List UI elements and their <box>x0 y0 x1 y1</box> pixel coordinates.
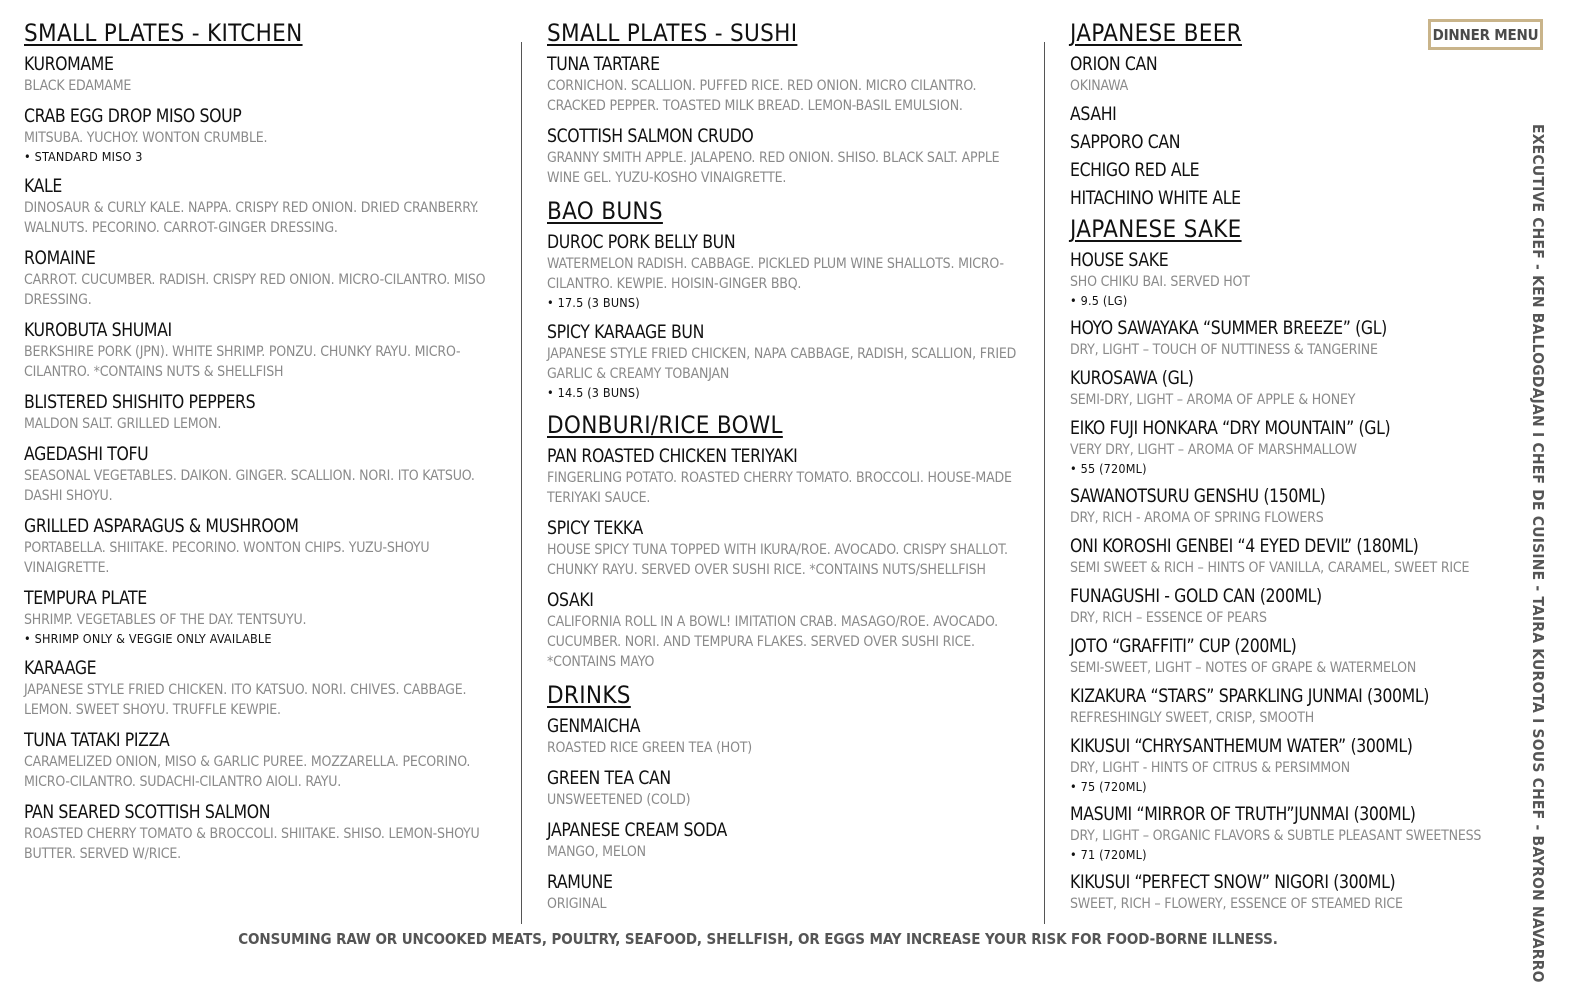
menu-item-name: PAN ROASTED CHICKEN TERIYAKI <box>547 445 798 467</box>
column-divider-2 <box>1044 42 1045 924</box>
menu-item <box>547 714 1017 758</box>
menu-item-price-note: • SHRIMP ONLY & VEGGIE ONLY AVAILABLE <box>24 631 272 646</box>
menu-item <box>547 52 1017 116</box>
menu-item <box>547 588 1017 672</box>
menu-item-description: CARROT. CUCUMBER. RADISH. CRISPY RED ONION. MICRO-CILANTRO. MISO DRESSING. <box>24 272 486 308</box>
menu-item-description: DRY, LIGHT – ORGANIC FLAVORS & SUBTLE PLEASANT SWEETNESS <box>1070 828 1482 844</box>
food-safety-warning: CONSUMING RAW OR UNCOOKED MEATS, POULTRY, SEAFOOD, SHELLFISH, OR EGGS MAY INCREASE YOUR RISK FOR FOOD-BORNE ILLNESS. <box>238 930 1278 948</box>
menu-item-name: FUNAGUSHI - GOLD CAN (200ML) <box>1070 585 1322 607</box>
menu-item-price-note: • 9.5 (LG) <box>1070 293 1128 308</box>
menu-item-description: JAPANESE STYLE FRIED CHICKEN, NAPA CABBAGE, RADISH, SCALLION, FRIED GARLIC & CREAMY TOBANJAN <box>547 346 1017 382</box>
menu-item <box>1070 870 1510 914</box>
menu-item-description: ROASTED CHERRY TOMATO & BROCCOLI. SHIITAKE. SHISO. LEMON-SHOYU BUTTER. SERVED W/RICE. <box>24 826 480 862</box>
menu-section-japanese-sake <box>1070 214 1510 914</box>
menu-item-name: GREEN TEA CAN <box>547 767 671 789</box>
menu-item <box>24 728 494 792</box>
menu-item-description: UNSWEETENED (COLD) <box>547 792 691 808</box>
menu-item-name: BLISTERED SHISHITO PEPPERS <box>24 391 256 413</box>
menu-item <box>1070 484 1510 528</box>
column-divider-1 <box>521 42 522 924</box>
menu-item <box>24 174 494 238</box>
menu-item <box>24 246 494 310</box>
menu-item-description: BERKSHIRE PORK (JPN). WHITE SHRIMP. PONZU. CHUNKY RAYU. MICRO-CILANTRO. *CONTAINS NUTS & SHELLFISH <box>24 344 461 380</box>
menu-item-description: SEMI SWEET & RICH – HINTS OF VANILLA, CARAMEL, SWEET RICE <box>1070 560 1470 576</box>
menu-item <box>547 230 1017 312</box>
chefs-credit <box>1527 124 1549 983</box>
menu-item-description: CORNICHON. SCALLION. PUFFED RICE. RED ONION. MICRO CILANTRO. CRACKED PEPPER. TOASTED MILK BREAD. LEMON-BASIL EMULSION. <box>547 78 977 114</box>
menu-item-name: KALE <box>24 175 62 197</box>
menu-item-name: GRILLED ASPARAGUS & MUSHROOM <box>24 515 299 537</box>
menu-column-3 <box>1070 18 1510 920</box>
menu-item <box>1070 186 1510 210</box>
menu-item-description: SEASONAL VEGETABLES. DAIKON. GINGER. SCALLION. NORI. ITO KATSUO. DASHI SHOYU. <box>24 468 475 504</box>
menu-item <box>547 444 1017 508</box>
menu-item-name: AGEDASHI TOFU <box>24 443 149 465</box>
menu-item-description: SEMI-DRY, LIGHT – AROMA OF APPLE & HONEY <box>1070 392 1356 408</box>
menu-item-description: WATERMELON RADISH. CABBAGE. PICKLED PLUM WINE SHALLOTS. MICRO-CILANTRO. KEWPIE. HOISIN-GINGER BBQ. <box>547 256 1004 292</box>
menu-item-description: GRANNY SMITH APPLE. JALAPENO. RED ONION. SHISO. BLACK SALT. APPLE WINE GEL. YUZU-KOSHO VINAIGRETTE. <box>547 150 1000 186</box>
menu-item-price-note: • 17.5 (3 BUNS) <box>547 295 640 310</box>
menu-item-description: CARAMELIZED ONION, MISO & GARLIC PUREE. MOZZARELLA. PECORINO. MICRO-CILANTRO. SUDACHI-CILANTRO AIOLI. RAYU. <box>24 754 471 790</box>
menu-item-description: MITSUBA. YUCHOY. WONTON CRUMBLE. <box>24 130 268 146</box>
menu-item-name: KARAAGE <box>24 657 97 679</box>
menu-item <box>1070 102 1510 126</box>
menu-item-name: RAMUNE <box>547 871 613 893</box>
menu-item <box>24 390 494 434</box>
menu-item-description: DINOSAUR & CURLY KALE. NAPPA. CRISPY RED ONION. DRIED CRANBERRY. WALNUTS. PECORINO. CARROT-GINGER DRESSING. <box>24 200 479 236</box>
menu-item-name: GENMAICHA <box>547 715 641 737</box>
menu-item <box>1070 734 1510 796</box>
menu-item-name: TUNA TARTARE <box>547 53 660 75</box>
menu-item <box>1070 534 1510 578</box>
menu-item-name: JAPANESE CREAM SODA <box>547 819 727 841</box>
menu-item-description: SEMI-SWEET, LIGHT – NOTES OF GRAPE & WATERMELON <box>1070 660 1417 676</box>
menu-item-name: HOUSE SAKE <box>1070 249 1169 271</box>
menu-item <box>547 766 1017 810</box>
menu-item-name: SCOTTISH SALMON CRUDO <box>547 125 754 147</box>
menu-item <box>1070 584 1510 628</box>
menu-item-description: SWEET, RICH – FLOWERY, ESSENCE OF STEAMED RICE <box>1070 896 1403 912</box>
menu-item-name: SPICY KARAAGE BUN <box>547 321 704 343</box>
menu-item-description: HOUSE SPICY TUNA TOPPED WITH IKURA/ROE. AVOCADO. CRISPY SHALLOT. CHUNKY RAYU. SERVED OVER SUSHI RICE. *CONTAINS NUTS/SHELLFISH <box>547 542 1008 578</box>
menu-item-name: ROMAINE <box>24 247 96 269</box>
menu-item-description: DRY, RICH – ESSENCE OF PEARS <box>1070 610 1267 626</box>
menu-item <box>24 318 494 382</box>
menu-item-name: KUROSAWA (GL) <box>1070 367 1194 389</box>
dinner-menu-button[interactable]: DINNER MENU <box>1428 19 1543 50</box>
menu-item <box>1070 52 1510 96</box>
menu-item-name: SAPPORO CAN <box>1070 131 1181 153</box>
menu-item <box>547 870 1017 914</box>
section-title: JAPANESE SAKE <box>1070 215 1242 243</box>
menu-item <box>1070 684 1510 728</box>
menu-item-description: DRY, LIGHT – TOUCH OF NUTTINESS & TANGERINE <box>1070 342 1378 358</box>
menu-item-name: OSAKI <box>547 589 594 611</box>
menu-item-name: SAWANOTSURU GENSHU (150ML) <box>1070 485 1326 507</box>
menu-item <box>24 800 494 864</box>
menu-item-name: SPICY TEKKA <box>547 517 643 539</box>
menu-item-name: MASUMI “MIRROR OF TRUTH”JUNMAI (300ML) <box>1070 803 1416 825</box>
menu-item <box>547 320 1017 402</box>
menu-item-description: MALDON SALT. GRILLED LEMON. <box>24 416 222 432</box>
menu-item-description: FINGERLING POTATO. ROASTED CHERRY TOMATO. BROCCOLI. HOUSE-MADE TERIYAKI SAUCE. <box>547 470 1012 506</box>
menu-item-description: DRY, LIGHT - HINTS OF CITRUS & PERSIMMON <box>1070 760 1350 776</box>
menu-item-name: KIKUSUI “CHRYSANTHEMUM WATER” (300ML) <box>1070 735 1413 757</box>
menu-item <box>547 124 1017 188</box>
menu-item-price-note: • 71 (720ML) <box>1070 847 1147 862</box>
menu-column-2 <box>547 18 1017 922</box>
menu-item <box>1070 802 1510 864</box>
menu-item-name: HOYO SAWAYAKA “SUMMER BREEZE” (GL) <box>1070 317 1387 339</box>
menu-item-description: CALIFORNIA ROLL IN A BOWL! IMITATION CRAB. MASAGO/ROE. AVOCADO. CUCUMBER. NORI. AND TEMPURA FLAKES. SERVED OVER SUSHI RICE. *CONTAINS MAYO <box>547 614 998 670</box>
menu-item-description: VERY DRY, LIGHT – AROMA OF MARSHMALLOW <box>1070 442 1357 458</box>
menu-item <box>24 656 494 720</box>
menu-item-name: HITACHINO WHITE ALE <box>1070 187 1241 209</box>
menu-section-bao-buns <box>547 196 1017 402</box>
menu-item-description: OKINAWA <box>1070 78 1129 94</box>
menu-item <box>1070 316 1510 360</box>
section-title: JAPANESE BEER <box>1070 19 1242 47</box>
menu-item-name: KUROMAME <box>24 53 114 75</box>
menu-item-price-note: • 55 (720ML) <box>1070 461 1147 476</box>
section-title: SMALL PLATES - KITCHEN <box>24 19 303 47</box>
section-title: SMALL PLATES - SUSHI <box>547 19 798 47</box>
menu-item-price-note: • 14.5 (3 BUNS) <box>547 385 640 400</box>
chefs-credit-text: EXECUTIVE CHEF - KEN BALLOGDAJAN I CHEF DE CUISINE - TAIRA KUROTA I SOUS CHEF - BAYRON NAVARRO <box>1529 124 1547 983</box>
menu-column-1 <box>24 18 494 872</box>
menu-item-name: DUROC PORK BELLY BUN <box>547 231 736 253</box>
menu-item <box>24 442 494 506</box>
menu-item-name: KIZAKURA “STARS” SPARKLING JUNMAI (300ML) <box>1070 685 1430 707</box>
menu-item-description: REFRESHINGLY SWEET, CRISP, SMOOTH <box>1070 710 1315 726</box>
menu-item-name: TUNA TATAKI PIZZA <box>24 729 170 751</box>
menu-item-description: JAPANESE STYLE FRIED CHICKEN. ITO KATSUO. NORI. CHIVES. CABBAGE. LEMON. SWEET SHOYU. TRUFFLE KEWPIE. <box>24 682 467 718</box>
menu-item <box>1070 634 1510 678</box>
section-title: BAO BUNS <box>547 197 663 225</box>
menu-item <box>1070 416 1510 478</box>
menu-item-name: ONI KOROSHI GENBEI “4 EYED DEVIL” (180ML) <box>1070 535 1419 557</box>
menu-item-name: ASAHI <box>1070 103 1117 125</box>
menu-item-name: KUROBUTA SHUMAI <box>24 319 172 341</box>
menu-item-description: PORTABELLA. SHIITAKE. PECORINO. WONTON CHIPS. YUZU-SHOYU VINAIGRETTE. <box>24 540 430 576</box>
menu-item-name: TEMPURA PLATE <box>24 587 147 609</box>
menu-item-description: SHO CHIKU BAI. SERVED HOT <box>1070 274 1250 290</box>
menu-item-description: MANGO, MELON <box>547 844 646 860</box>
menu-section-small-plates-sushi <box>547 18 1017 188</box>
menu-item-description: SHRIMP. VEGETABLES OF THE DAY. TENTSUYU. <box>24 612 307 628</box>
menu-item-name: CRAB EGG DROP MISO SOUP <box>24 105 242 127</box>
menu-section-small-plates-kitchen <box>24 18 494 864</box>
menu-item-description: BLACK EDAMAME <box>24 78 132 94</box>
menu-item <box>1070 130 1510 154</box>
menu-item <box>24 586 494 648</box>
section-title: DRINKS <box>547 681 631 709</box>
menu-item-name: KIKUSUI “PERFECT SNOW” NIGORI (300ML) <box>1070 871 1396 893</box>
menu-item-description: DRY, RICH - AROMA OF SPRING FLOWERS <box>1070 510 1324 526</box>
menu-item-price-note: • 75 (720ML) <box>1070 779 1147 794</box>
menu-item-description: ROASTED RICE GREEN TEA (HOT) <box>547 740 753 756</box>
menu-item <box>24 52 494 96</box>
menu-item-description: ORIGINAL <box>547 896 607 912</box>
menu-item-name: PAN SEARED SCOTTISH SALMON <box>24 801 271 823</box>
menu-item-name: JOTO “GRAFFITI” CUP (200ML) <box>1070 635 1297 657</box>
menu-item <box>24 104 494 166</box>
menu-item <box>547 818 1017 862</box>
menu-item-name: ORION CAN <box>1070 53 1158 75</box>
menu-item <box>1070 248 1510 310</box>
menu-item <box>1070 158 1510 182</box>
section-title: DONBURI/RICE BOWL <box>547 411 783 439</box>
menu-item <box>547 516 1017 580</box>
menu-item-price-note: • STANDARD MISO 3 <box>24 149 143 164</box>
menu-item <box>24 514 494 578</box>
menu-section-donburi-rice-bowl <box>547 410 1017 672</box>
menu-item-name: ECHIGO RED ALE <box>1070 159 1200 181</box>
menu-item <box>1070 366 1510 410</box>
menu-section-drinks <box>547 680 1017 914</box>
menu-item-name: EIKO FUJI HONKARA “DRY MOUNTAIN” (GL) <box>1070 417 1391 439</box>
